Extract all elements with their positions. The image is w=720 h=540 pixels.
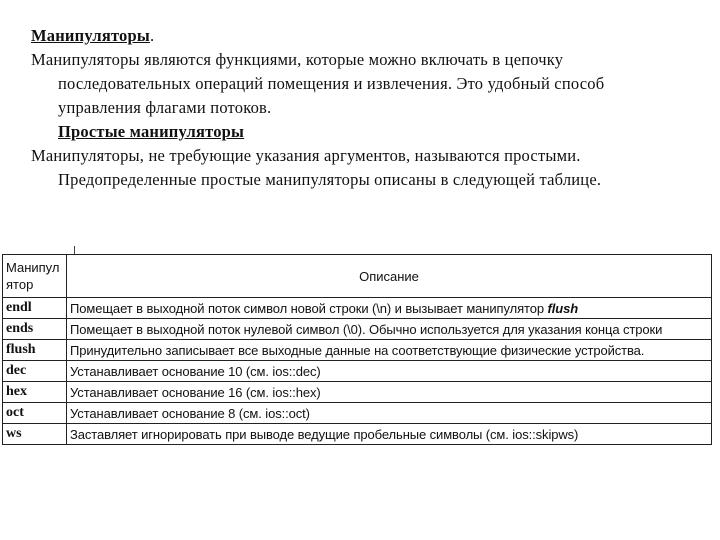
intro-paragraph-2: Манипуляторы, не требующие указания аргументов, называются простыми. Предопределенные простые манипуляторы описаны в следующей таблице.	[31, 146, 602, 189]
header-description: Описание	[67, 255, 712, 298]
row-description: Заставляет игнорировать при выводе ведущие пробельные символы (см. ios::skipws)	[67, 424, 712, 445]
intro-heading: Манипуляторы	[31, 26, 150, 45]
table-row	[3, 403, 712, 424]
row-description: Устанавливает основание 8 (см. ios::oct)	[67, 403, 712, 424]
row-description: Принудительно записывает все выходные данные на соответствующие физические устройства.	[67, 340, 712, 361]
header-manipulator-text: Манипул ятор	[6, 260, 60, 292]
row-name: ws	[3, 424, 67, 445]
intro-subheading-line	[31, 120, 691, 144]
manipulator-table	[2, 254, 712, 445]
table-row	[3, 298, 712, 319]
table-header-row	[3, 255, 712, 298]
table-edge-mark	[74, 246, 75, 254]
intro-text	[31, 24, 691, 192]
table-row	[3, 361, 712, 382]
row-description	[67, 298, 712, 319]
intro-subheading: Простые манипуляторы	[58, 122, 245, 141]
intro-heading-tail: .	[149, 26, 155, 45]
intro-paragraph-1: Манипуляторы являются функциями, которые можно включать в цепочку последовательных операций помещения и извлечения. Это удобный способ управления флагами потоков.	[31, 50, 605, 117]
table-row	[3, 340, 712, 361]
table-row	[3, 382, 712, 403]
row-name: dec	[3, 361, 67, 382]
table-row	[3, 424, 712, 445]
row-description: Помещает в выходной поток нулевой символ (\0). Обычно используется для указания конца строки	[67, 319, 712, 340]
row-name: hex	[3, 382, 67, 403]
row-name: ends	[3, 319, 67, 340]
row-description-emphasis: flush	[547, 300, 579, 316]
row-description-text: Помещает в выходной поток символ новой строки (\n) и вызывает манипулятор	[70, 300, 548, 316]
header-manipulator	[3, 255, 67, 298]
intro-heading-line	[31, 24, 691, 48]
table-row	[3, 319, 712, 340]
row-description: Устанавливает основание 16 (см. ios::hex)	[67, 382, 712, 403]
row-name: endl	[3, 298, 67, 319]
row-name: oct	[3, 403, 67, 424]
row-description: Устанавливает основание 10 (см. ios::dec)	[67, 361, 712, 382]
row-name: flush	[3, 340, 67, 361]
